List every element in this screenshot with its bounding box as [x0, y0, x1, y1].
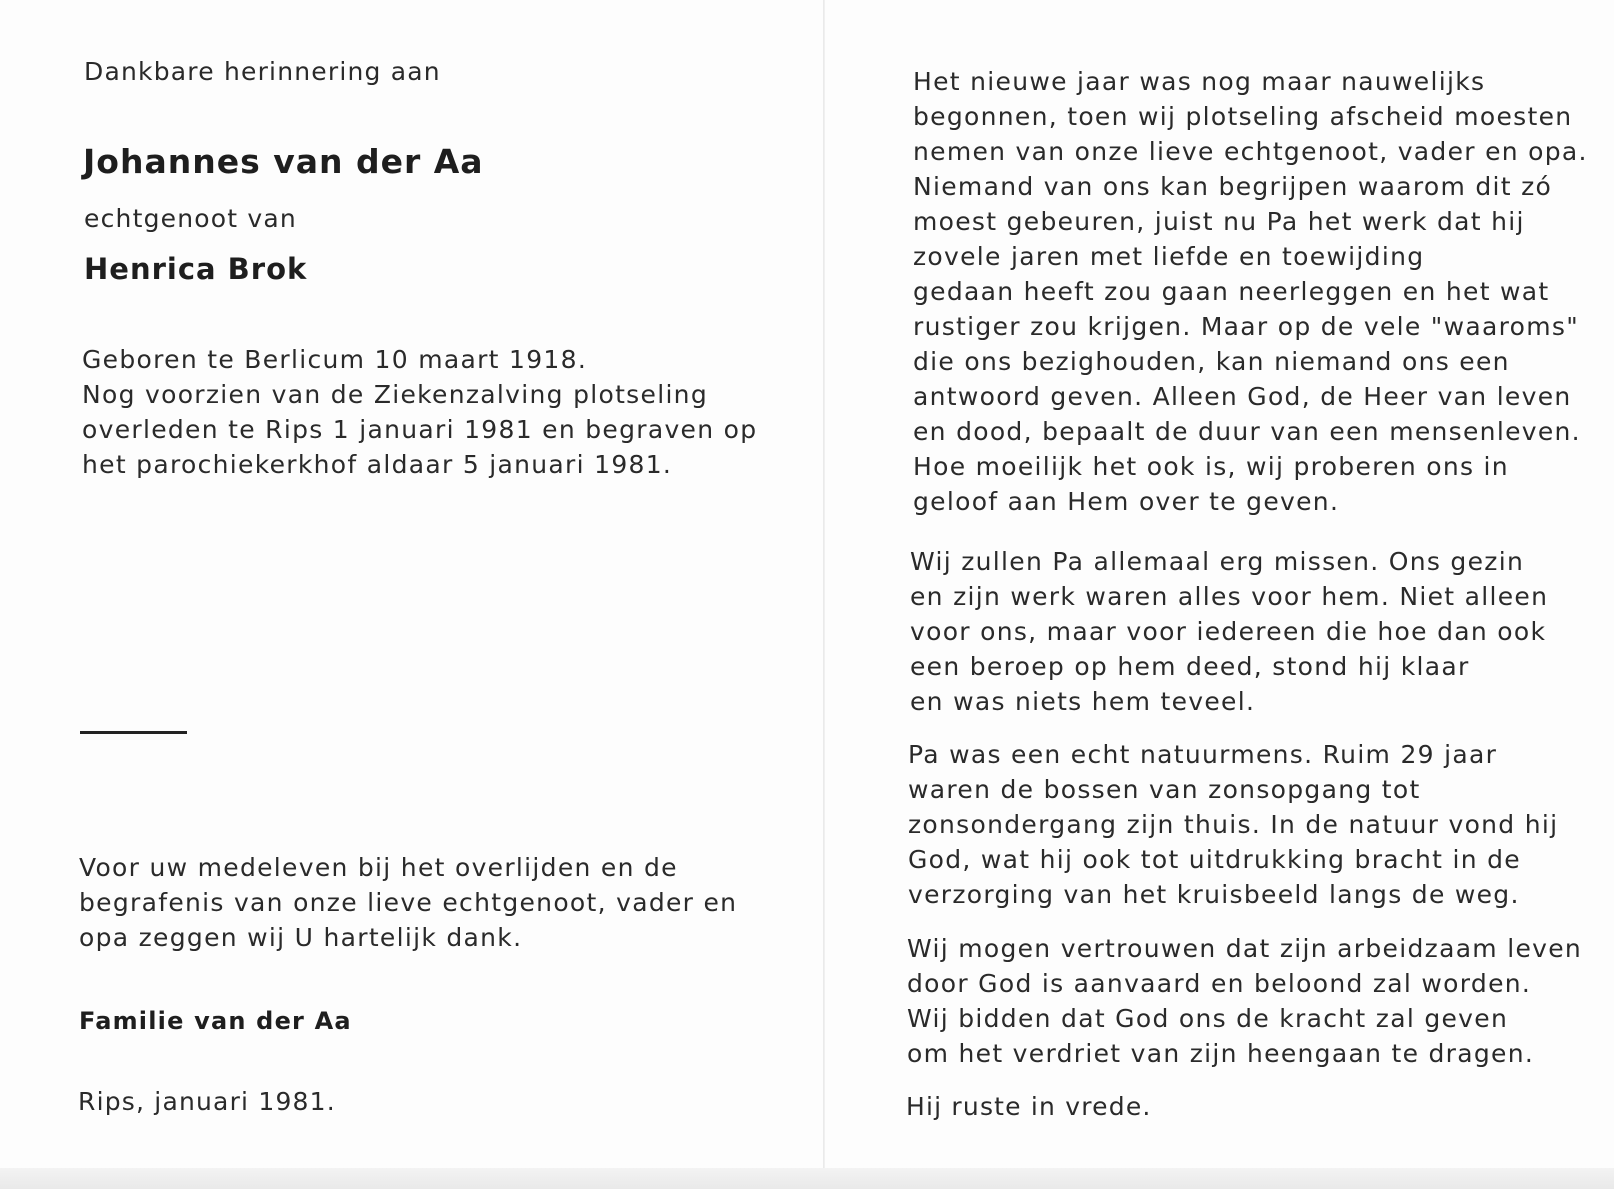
paragraph-line: Niemand van ons kan begrijpen waarom dit zó	[913, 172, 1553, 201]
thanks-line: Voor uw medeleven bij het overlijden en de	[79, 853, 678, 882]
card-fold	[823, 0, 825, 1189]
intro-text: Dankbare herinnering aan	[84, 57, 441, 86]
paragraph-line: Wij mogen vertrouwen dat zijn arbeidzaam leven	[907, 934, 1583, 963]
card-bottom-edge	[0, 1168, 1614, 1189]
paragraph-line: Wij bidden dat God ons de kracht zal geven	[907, 1004, 1509, 1033]
paragraph-line: gedaan heeft zou gaan neerleggen en het wat	[913, 277, 1550, 306]
divider-rule	[80, 731, 187, 734]
paragraph-line: zonsondergang zijn thuis. In de natuur vond hij	[908, 810, 1559, 839]
paragraph-2	[910, 544, 1548, 719]
paragraph-line: waren de bossen van zonsopgang tot	[908, 775, 1421, 804]
paragraph-line: geloof aan Hem over te geven.	[913, 487, 1340, 516]
paragraph-line: Wij zullen Pa allemaal erg missen. Ons gezin	[910, 547, 1525, 576]
paragraph-line: Het nieuwe jaar was nog maar nauwelijks	[913, 67, 1486, 96]
paragraph-3	[908, 737, 1558, 912]
spouse-label: echtgenoot van	[84, 204, 297, 233]
paragraph-line: antwoord geven. Alleen God, de Heer van leven	[913, 382, 1572, 411]
paragraph-line: nemen van onze lieve echtgenoot, vader en opa.	[913, 137, 1588, 166]
paragraph-1	[913, 64, 1588, 519]
paragraph-line: God, wat hij ook tot uitdrukking bracht in de	[908, 845, 1521, 874]
paragraph-line: Pa was een echt natuurmens. Ruim 29 jaar	[908, 740, 1498, 769]
paragraph-line: moest gebeuren, juist nu Pa het werk dat hij	[913, 207, 1525, 236]
thanks-text	[79, 850, 737, 955]
paragraph-line: door God is aanvaard en beloond zal worden.	[907, 969, 1532, 998]
paragraph-line: om het verdriet van zijn heengaan te dragen.	[907, 1039, 1535, 1068]
paragraph-line: begonnen, toen wij plotseling afscheid moesten	[913, 102, 1573, 131]
biography-line: Geboren te Berlicum 10 maart 1918.	[82, 345, 588, 374]
thanks-line: begrafenis van onze lieve echtgenoot, vader en	[79, 888, 738, 917]
place-date: Rips, januari 1981.	[78, 1087, 336, 1116]
deceased-name: Johannes van der Aa	[83, 142, 484, 181]
family-signature: Familie van der Aa	[79, 1007, 352, 1035]
paragraph-line: en zijn werk waren alles voor hem. Niet alleen	[910, 582, 1549, 611]
thanks-line: opa zeggen wij U hartelijk dank.	[79, 923, 523, 952]
biography-line: Nog voorzien van de Ziekenzalving plotseling	[82, 380, 708, 409]
paragraph-line: een beroep op hem deed, stond hij klaar	[910, 652, 1470, 681]
paragraph-line: verzorging van het kruisbeeld langs de weg.	[908, 880, 1520, 909]
paragraph-line: zovele jaren met liefde en toewijding	[913, 242, 1425, 271]
paragraph-line: rustiger zou krijgen. Maar op de vele "waaroms"	[913, 312, 1579, 341]
paragraph-line: die ons bezighouden, kan niemand ons een	[913, 347, 1510, 376]
biography-line: het parochiekerkhof aldaar 5 januari 1981.	[82, 450, 673, 479]
biography-line: overleden te Rips 1 januari 1981 en begraven op	[82, 415, 758, 444]
paragraph-line: voor ons, maar voor iedereen die hoe dan ook	[910, 617, 1547, 646]
spouse-name: Henrica Brok	[84, 252, 308, 286]
paragraph-4	[907, 931, 1582, 1071]
paragraph-line: en dood, bepaalt de duur van een mensenleven.	[913, 417, 1581, 446]
paragraph-line: en was niets hem teveel.	[910, 687, 1256, 716]
closing-line: Hij ruste in vrede.	[906, 1092, 1152, 1121]
biography	[82, 342, 757, 482]
paragraph-line: Hoe moeilijk het ook is, wij proberen ons in	[913, 452, 1509, 481]
